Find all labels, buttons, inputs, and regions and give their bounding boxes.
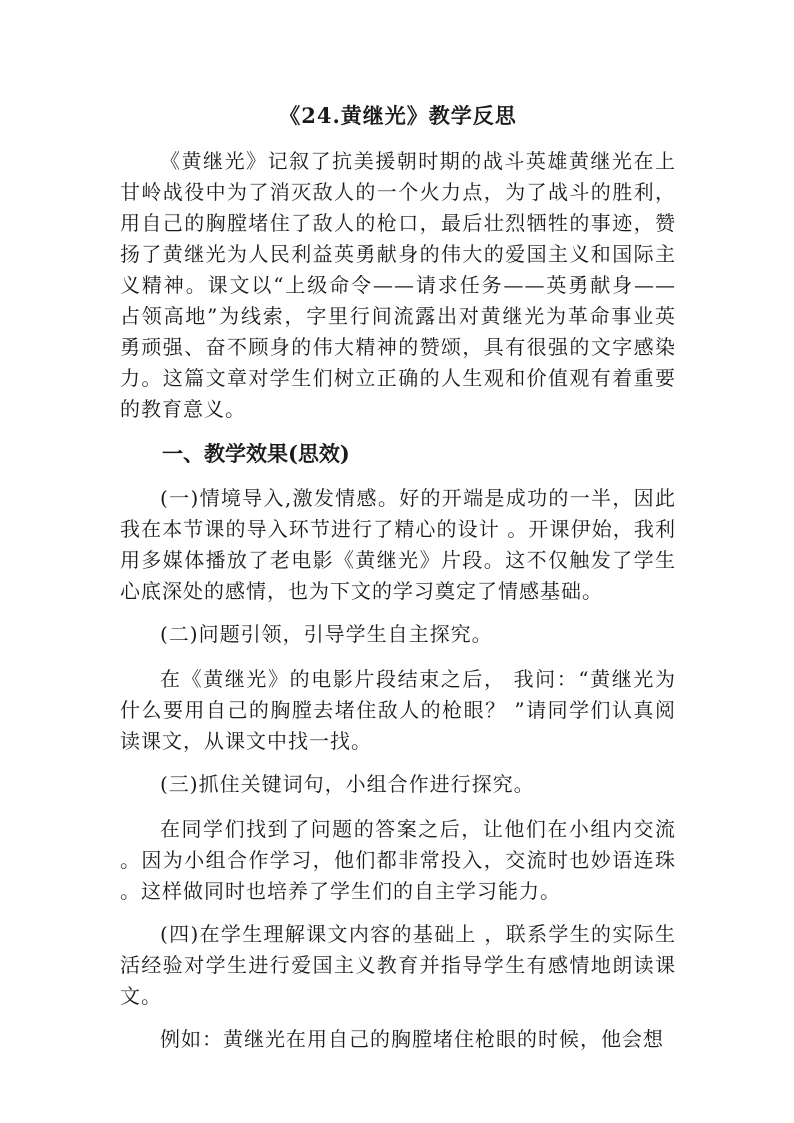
intro-paragraph: 《黄继光》记叙了抗美援朝时期的战斗英雄黄继光在上甘岭战役中为了消灭敌人的一个火力点，为了战斗的胜利，用自己的胸膛堵住了敌人的枪口，最后壮烈牺牲的事迹，赞扬了黄继光为人民利益英勇献身的伟大的爱国主义和国际主义精神。课文以“上级命令——请求任务——英勇献身——占领高地”为线索，字里行间流露出对黄继光为革命事业英勇顽强、奋不顾身的伟大精神的赞颂，具有很强的文字感染力。这篇文章对学生们树立正确的人生观和价值观有着重要的教育意义。 [120, 149, 676, 421]
paragraph-film-question: 在《黄继光》的电影片段结束之后， 我问：“黄继光为什么要用自己的胸膛去堵住敌人的枪眼？ ”请同学们认真阅读课文，从课文中找一找。 [120, 667, 676, 753]
paragraph-patriotism: (四)在学生理解课文内容的基础上 ，联系学生的实际生活经验对学生进行爱国主义教育并指导学生有感情地朗读课文。 [120, 922, 676, 1008]
paragraph-example: 例如：黄继光在用自己的胸膛堵住枪眼的时候，他会想 [160, 1027, 664, 1051]
section-heading: 一、教学效果(思效) [162, 441, 350, 466]
paragraph-situation-intro: (一)情境导入,激发情感。好的开端是成功的一半，因此我在本节课的导入环节进行了精心的设计 。开课伊始，我利用多媒体播放了老电影《黄继光》片段。这不仅触发了学生心底深处的感情，也为下文的学习奠定了情感基础。 [120, 486, 676, 603]
paragraph-group-work: 在同学们找到了问题的答案之后，让他们在小组内交流 。因为小组合作学习，他们都非常投入，交流时也妙语连珠 。这样做同时也培养了学生们的自主学习能力。 [120, 817, 676, 903]
document-page [120, 100, 676, 1055]
paragraph-keywords: (三)抓住关键词句，小组合作进行探究。 [160, 772, 535, 796]
document-title: 《24.黄继光》教学反思 [279, 103, 517, 128]
paragraph-question-lead: (二)问题引领，引导学生自主探究。 [160, 622, 493, 646]
